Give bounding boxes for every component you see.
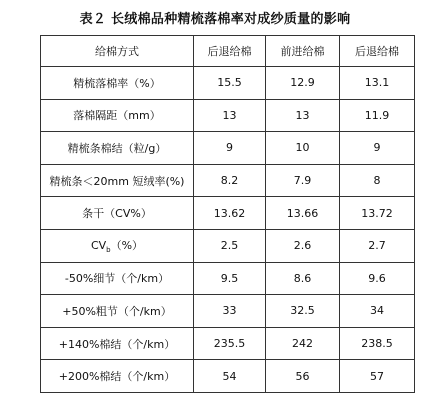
table-cell: 2.5 (194, 229, 266, 262)
table-cell: 13 (266, 99, 340, 132)
table-cell: 12.9 (266, 67, 340, 100)
table-cell: 32.5 (266, 295, 340, 328)
row-label: 精梳落棉率（%） (41, 67, 194, 100)
table-row (41, 132, 415, 165)
table-cell: 54 (194, 360, 266, 393)
data-table (40, 35, 415, 393)
row-label: -50%细节（个/km） (41, 262, 194, 295)
table-cell: 9 (194, 132, 266, 165)
table-cell: 11.9 (340, 99, 415, 132)
row-label (41, 229, 194, 262)
row-label: 精梳条棉结（粒/g） (41, 132, 194, 165)
table-cell: 13.66 (266, 197, 340, 230)
table-cell: 34 (340, 295, 415, 328)
table-cell: 7.9 (266, 164, 340, 197)
header-backward-feed-1: 后退给棉 (194, 36, 266, 67)
table-cell: 13.72 (340, 197, 415, 230)
table-header-row (41, 36, 415, 67)
table-cell: 10 (266, 132, 340, 165)
table-cell: 9 (340, 132, 415, 165)
table-caption: 表２ 长绒棉品种精梳落棉率对成纱质量的影响 (79, 12, 351, 27)
row-label: 落棉隔距（mm） (41, 99, 194, 132)
table-cell: 8 (340, 164, 415, 197)
table-cell: 242 (266, 327, 340, 360)
table-cell: 9.6 (340, 262, 415, 295)
table-row (41, 327, 415, 360)
header-forward-feed: 前进给棉 (266, 36, 340, 67)
table-row (41, 295, 415, 328)
table-cell: 13 (194, 99, 266, 132)
row-label: +200%棉结（个/km） (41, 360, 194, 393)
table-cell: 13.1 (340, 67, 415, 100)
table-cell: 15.5 (194, 67, 266, 100)
table-row (41, 67, 415, 100)
table-cell: 9.5 (194, 262, 266, 295)
table-cell: 56 (266, 360, 340, 393)
row-label-tail: （%） (110, 239, 144, 253)
table-cell: 13.62 (194, 197, 266, 230)
row-label: +50%粗节（个/km） (41, 295, 194, 328)
table-row (41, 197, 415, 230)
header-backward-feed-2: 后退给棉 (340, 36, 415, 67)
row-label: 精梳条＜20mm 短绒率(%) (41, 164, 194, 197)
row-label: +140%棉结（个/km） (41, 327, 194, 360)
row-label-main: CV (90, 239, 107, 253)
table-row (41, 164, 415, 197)
table-cell: 238.5 (340, 327, 415, 360)
header-feed-method: 给棉方式 (41, 36, 194, 67)
row-label: 条干（CV%） (41, 197, 194, 230)
table-cell: 235.5 (194, 327, 266, 360)
table-cell: 8.6 (266, 262, 340, 295)
row-label-subscript: b (106, 246, 111, 255)
table-cell: 2.7 (340, 229, 415, 262)
table-cell: 8.2 (194, 164, 266, 197)
table-row (41, 229, 415, 262)
table-cell: 33 (194, 295, 266, 328)
table-cell: 57 (340, 360, 415, 393)
table-row (41, 262, 415, 295)
table-cell: 2.6 (266, 229, 340, 262)
table-row (41, 99, 415, 132)
table-row (41, 360, 415, 393)
